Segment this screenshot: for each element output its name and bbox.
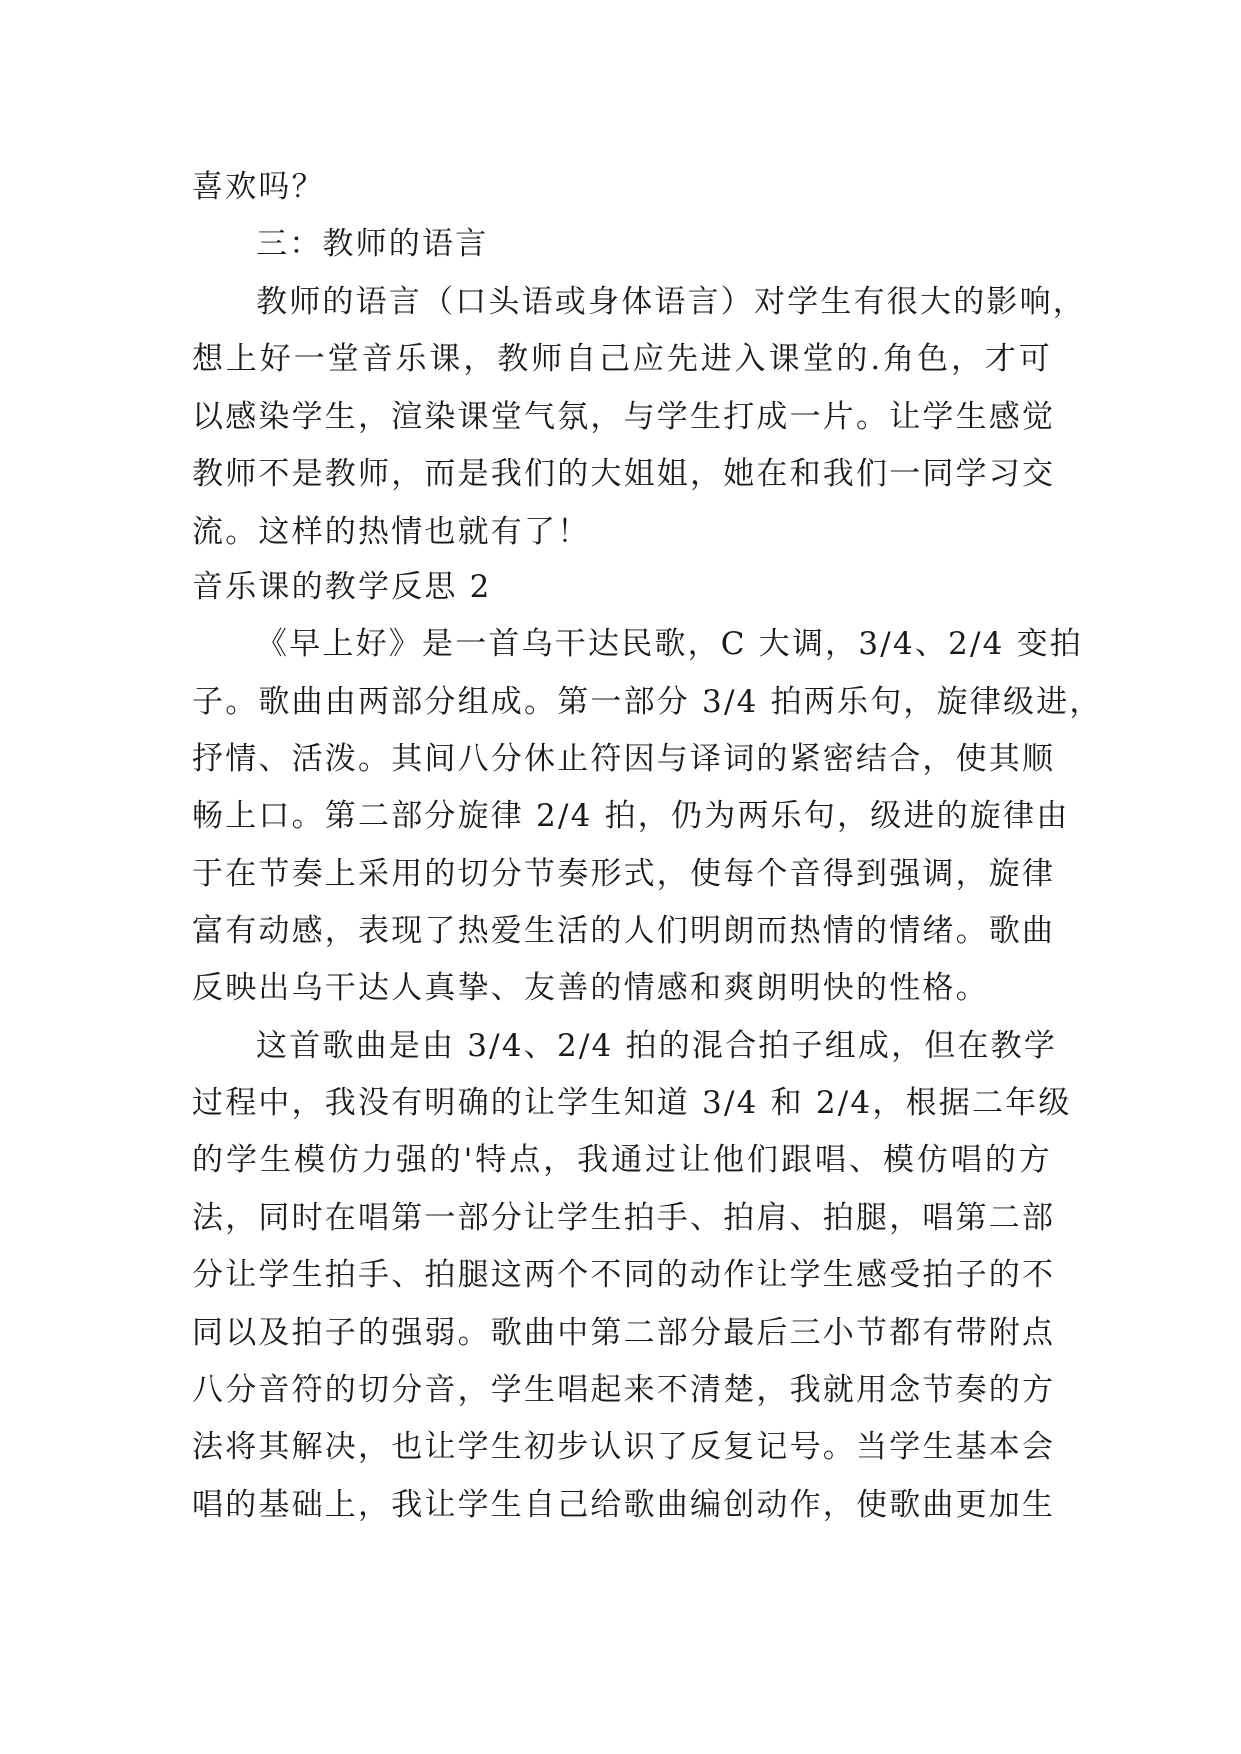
text-line: 八分音符的切分音，学生唱起来不清楚，我就用念节奏的方 (192, 1372, 1056, 1408)
section-heading: 三：教师的语言 (256, 226, 489, 262)
text-line: 分让学生拍手、拍腿这两个不同的动作让学生感受拍子的不 (192, 1257, 1056, 1293)
text-line: 《早上好》是一首乌干达民歌，C 大调，3/4、2/4 变拍 (256, 626, 1084, 662)
text-line: 于在节奏上采用的切分节奏形式，使每个音得到强调，旋律 (192, 856, 1056, 892)
text-line: 的学生模仿力强的'特点，我通过让他们跟唱、模仿唱的方 (192, 1142, 1052, 1178)
text-line: 这首歌曲是由 3/4、2/4 拍的混合拍子组成，但在教学 (256, 1028, 1058, 1064)
text-line: 子。歌曲由两部分组成。第一部分 3/4 拍两乐句，旋律级进， (192, 684, 1103, 720)
text-line: 唱的基础上，我让学生自己给歌曲编创动作，使歌曲更加生 (192, 1487, 1056, 1523)
text-line: 法，同时在唱第一部分让学生拍手、拍肩、拍腿，唱第二部 (192, 1200, 1056, 1236)
text-line: 抒情、活泼。其间八分休止符因与译词的紧密结合，使其顺 (192, 741, 1056, 777)
text-line: 教师不是教师，而是我们的大姐姐，她在和我们一同学习交 (192, 456, 1056, 492)
text-line: 过程中，我没有明确的让学生知道 3/4 和 2/4，根据二年级 (192, 1085, 1072, 1121)
text-line: 教师的语言（口头语或身体语言）对学生有很大的影响， (256, 284, 1086, 320)
article-title: 音乐课的教学反思 2 (192, 569, 492, 605)
text-line: 以感染学生，渲染课堂气氛，与学生打成一片。让学生感觉 (192, 399, 1056, 435)
text-line: 同以及拍子的强弱。歌曲中第二部分最后三小节都有带附点 (192, 1315, 1056, 1351)
text-line: 富有动感，表现了热爱生活的人们明朗而热情的情绪。歌曲 (192, 913, 1056, 949)
text-line: 想上好一堂音乐课，教师自己应先进入课堂的.角色，才可 (192, 341, 1052, 377)
text-line: 喜欢吗？ (192, 169, 325, 205)
text-line: 流。这样的热情也就有了！ (192, 514, 591, 550)
text-line: 畅上口。第二部分旋律 2/4 拍，仍为两乐句，级进的旋律由 (192, 798, 1070, 834)
text-line: 法将其解决，也让学生初步认识了反复记号。当学生基本会 (192, 1429, 1056, 1465)
text-line: 反映出乌干达人真挚、友善的情感和爽朗明快的性格。 (192, 970, 989, 1006)
